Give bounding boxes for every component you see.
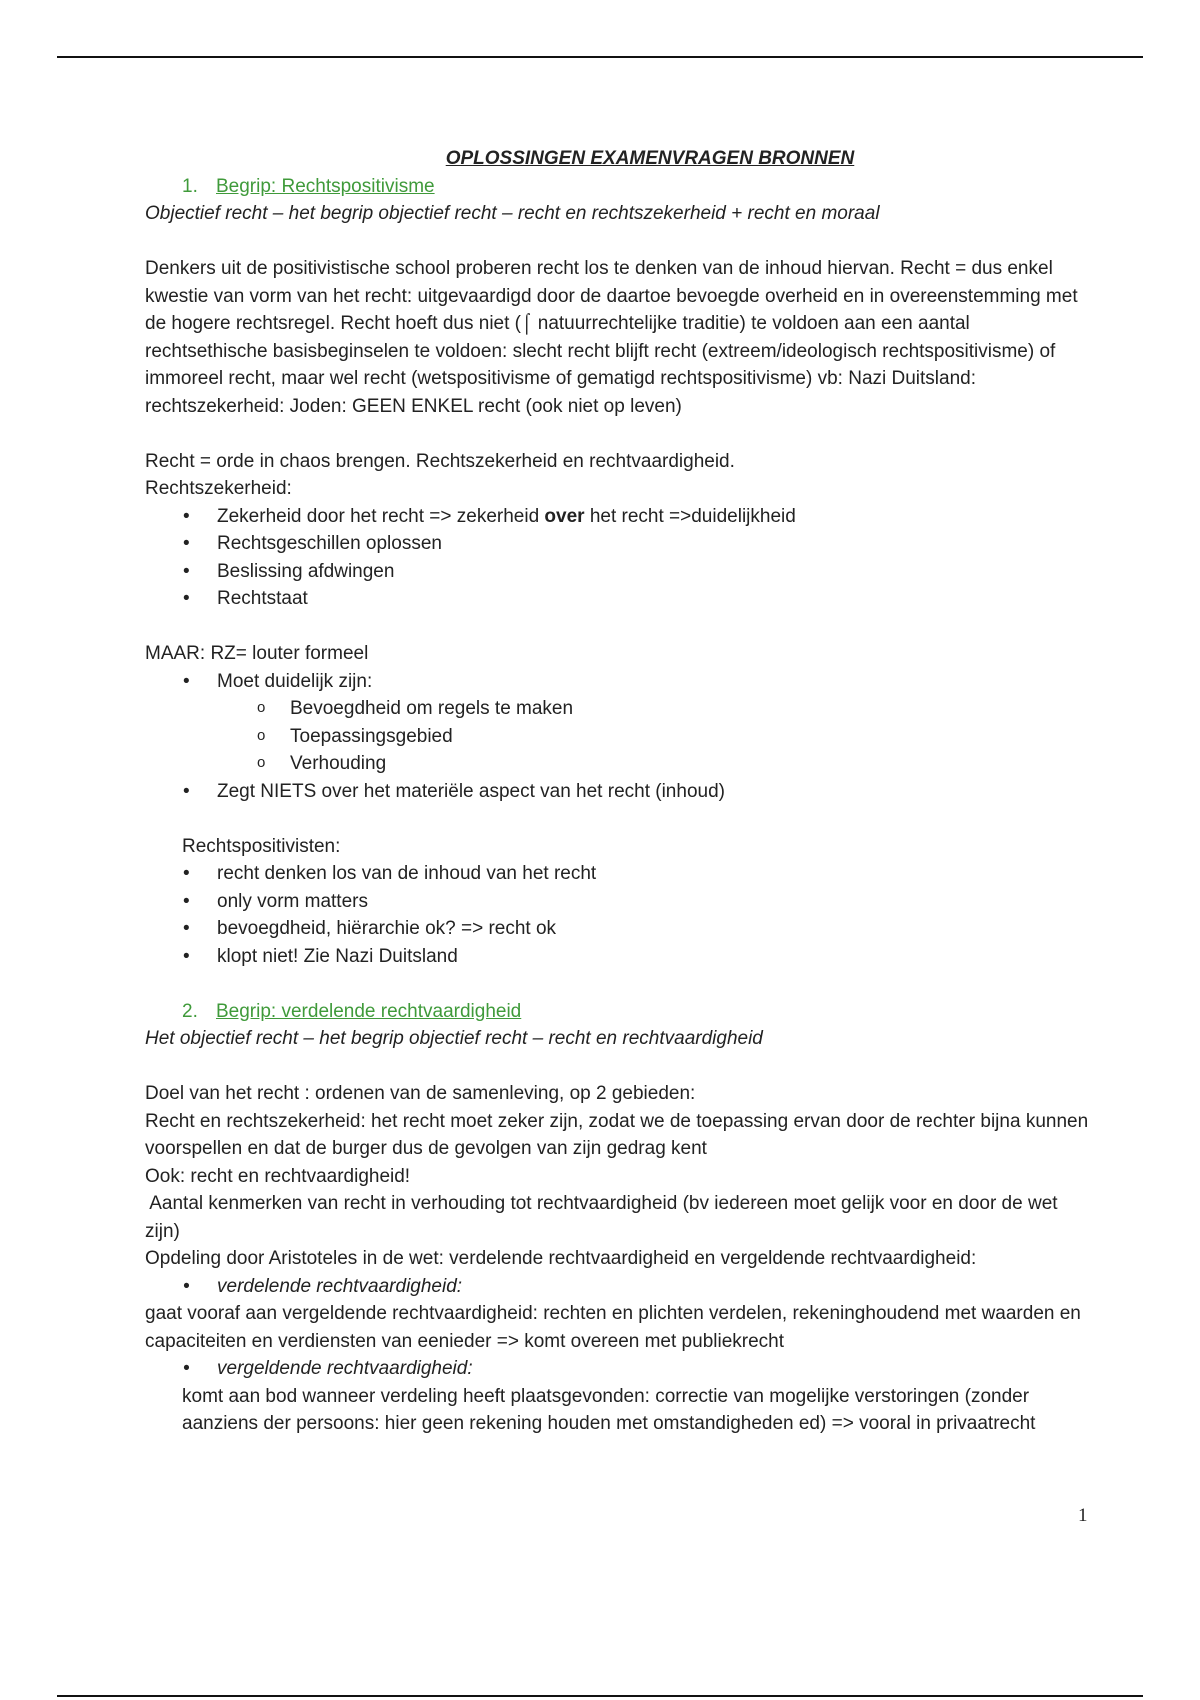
section-2-heading <box>182 998 1160 1026</box>
list-item: • Rechtstaat <box>145 585 1160 613</box>
paragraph-line: Aantal kenmerken van recht in verhouding tot rechtvaardigheid (bv iedereen moet gelijk voor en door de wet <box>145 1193 1058 1214</box>
paragraph-line: Ook: recht en rechtvaardigheid! <box>145 1165 411 1187</box>
paragraph-line: capaciteiten en verdiensten van eenieder => komt overeen met publiekrecht <box>145 1330 785 1352</box>
rechtspositivisten-list <box>145 860 1160 970</box>
section-2-title: Begrip: verdelende rechtvaardigheid <box>216 1000 522 1022</box>
paragraph-line: gaat vooraf aan vergeldende rechtvaardigheid: rechten en plichten verdelen, rekeninghoudend met waarden en <box>145 1303 1081 1324</box>
list-item: • vergeldende rechtvaardigheid: <box>145 1355 1160 1383</box>
maar-list <box>145 668 1160 806</box>
paragraph-line: Doel van het recht : ordenen van de samenleving, op 2 gebieden: <box>145 1083 696 1104</box>
paragraph-line: aanziens der persoons: hier geen rekening houden met omstandigheden ed) => vooral in privaatrecht <box>182 1413 1036 1434</box>
paragraph-line: Rechtszekerheid: <box>145 478 292 499</box>
list-item: • Zekerheid door het recht => zekerheid over het recht =>duidelijkheid <box>145 503 1160 531</box>
paragraph-line: komt aan bod wanneer verdeling heeft plaatsgevonden: correctie van mogelijke verstoringen (zonder <box>182 1385 1030 1407</box>
list-item: • bevoegdheid, hiërarchie ok? => recht ok <box>145 915 1160 943</box>
list-item: • Zegt NIETS over het materiële aspect van het recht (inhoud) <box>145 778 1160 806</box>
list-item: • verdelende rechtvaardigheid: <box>145 1273 1160 1301</box>
list-item: • Beslissing afdwingen <box>145 558 1160 586</box>
section-1-number: 1. <box>182 175 198 197</box>
sub-list-item: o Toepassingsgebied <box>145 723 1160 751</box>
paragraph-line: Denkers uit de positivistische school proberen recht los te denken van de inhoud hiervan. Recht = dus enkel <box>145 258 1053 279</box>
list-item: • klopt niet! Zie Nazi Duitsland <box>145 943 1160 971</box>
rechtspositivisten-label: Rechtspositivisten: <box>182 835 341 857</box>
section-1-title: Begrip: Rechtspositivisme <box>216 175 435 197</box>
list-item: • Rechtsgeschillen oplossen <box>145 530 1160 558</box>
paragraph-line: zijn) <box>145 1220 180 1242</box>
rechtszekerheid-list <box>145 503 1160 613</box>
sub-list-item: o Bevoegdheid om regels te maken <box>145 695 1160 723</box>
paragraph-line: MAAR: RZ= louter formeel <box>145 643 369 664</box>
section-1-subtitle: Objectief recht – het begrip objectief recht – recht en rechtszekerheid + recht en moraal <box>145 203 880 224</box>
section-1-heading <box>182 173 1160 201</box>
document-body <box>145 145 1160 1438</box>
page-number: 1 <box>1078 1505 1088 1526</box>
list-item: • only vorm matters <box>145 888 1160 916</box>
footer-rule <box>57 1695 1143 1697</box>
paragraph-line: Recht = orde in chaos brengen. Rechtszekerheid en rechtvaardigheid. <box>145 450 735 472</box>
list-item: • Moet duidelijk zijn: o Bevoegdheid om regels te maken o Toepassingsgebied o Verhouding <box>145 668 1160 778</box>
paragraph-line: Recht en rechtszekerheid: het recht moet zeker zijn, zodat we de toepassing ervan door de rechter bijna kunnen <box>145 1110 1089 1132</box>
sub-list-item: o Verhouding <box>145 750 1160 778</box>
sub-list <box>217 695 1160 778</box>
paragraph-line: immoreel recht, maar wel recht (wetspositivisme of gematigd rechtspositivisme) vb: Nazi Duitsland: <box>145 368 976 389</box>
list-item: • recht denken los van de inhoud van het recht <box>145 860 1160 888</box>
verdelende-list <box>145 1273 1160 1301</box>
document-title: OPLOSSINGEN EXAMENVRAGEN BRONNEN <box>445 148 855 169</box>
section-2-number: 2. <box>182 1000 198 1022</box>
paragraph-line: rechtszekerheid: Joden: GEEN ENKEL recht (ook niet op leven) <box>145 395 682 417</box>
paragraph-line: Opdeling door Aristoteles in de wet: verdelende rechtvaardigheid en vergeldende rechtvaardigheid: <box>145 1248 977 1269</box>
section-2-subtitle: Het objectief recht – het begrip objectief recht – recht en rechtvaardigheid <box>145 1028 763 1049</box>
paragraph-line: voorspellen en dat de burger dus de gevolgen van zijn gedrag kent <box>145 1138 707 1159</box>
paragraph-line: de hogere rechtsregel. Recht hoeft dus niet (⌠ natuurrechtelijke traditie) te voldoen aan een aantal <box>145 313 970 334</box>
header-rule <box>57 56 1143 58</box>
paragraph-line: rechtsethische basisbeginselen te voldoen: slecht recht blijft recht (extreem/ideologisch rechtspositivisme) of <box>145 340 1056 362</box>
vergeldende-list <box>145 1355 1160 1383</box>
paragraph-line: kwestie van vorm van het recht: uitgevaardigd door de daartoe bevoegde overheid en in overeenstemming met <box>145 285 1078 307</box>
